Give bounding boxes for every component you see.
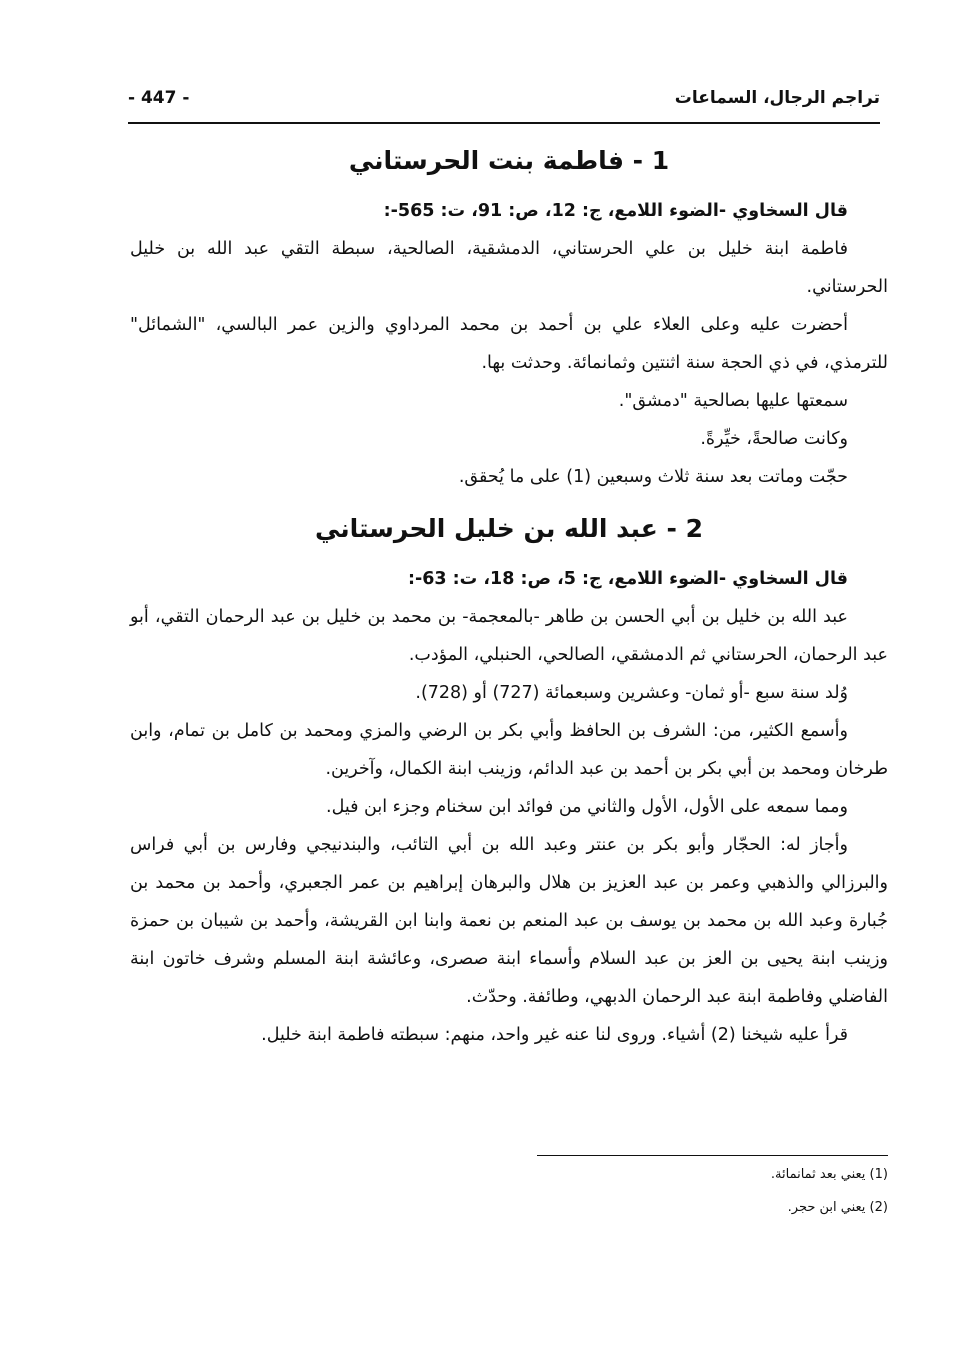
entry-2-paragraph: قرأ عليه شيخنا (2) أشياء. وروى لنا عنه غير واحد، منهم: سبطته فاطمة ابنة خليل. bbox=[261, 1025, 848, 1045]
header-rule bbox=[128, 122, 880, 124]
page-body bbox=[130, 128, 888, 1054]
entry-2-paragraph: وُلد سنة سبع -أو ثمان- وعشرين وسبعمائة (727) أو (728). bbox=[415, 683, 848, 703]
entry-2-paragraph: وأجاز له: الحجّار وأبو بكر بن عنتر وعبد الله بن أبي التائب، والبندنيجي وفارس بن أبي فراس والبرزالي والذهبي وعمر بن عبد العزيز بن هلال والبرهان إبراهيم بن عمر الجعبري، وأحمد بن محمد بن جُبارة وعبد الله بن محمد بن يوسف بن عبد المنعم بن نعمة وابنا ابن القريشة، وأحمد بن شيبان بن حمزة وزينب ابنة يحيى بن العز بن عبد السلام وأسماء ابنة صصرى، وعائشة ابنة المسلم وشرف خاتون ابنة الفاضلي وفاطمة ابنة عبد الرحمان الدبهي، وطائفة. وحدّث. bbox=[130, 835, 888, 1007]
footnote-1: (1) يعني بعد ثمانمائة. bbox=[770, 1167, 888, 1182]
page-number: - 447 - bbox=[128, 88, 190, 108]
footnote-2: (2) يعني ابن حجر. bbox=[787, 1200, 888, 1215]
entry-1-paragraph: حجّت وماتت بعد سنة ثلاث وسبعين (1) على ما يُحقق. bbox=[458, 467, 848, 487]
entry-1-paragraph: سمعتها عليها بصالحية "دمشق". bbox=[618, 391, 848, 411]
entry-1-source: قال السخاوي -الضوء اللامع، ج: 12، ص: 91، ت: 565-: bbox=[383, 201, 848, 221]
entry-1-paragraph: أحضرت عليه وعلى العلاء علي بن أحمد بن محمد المرداوي والزين عمر البالسي، "الشمائل" للترمذي، في ذي الحجة سنة اثنتين وثمانمائة. وحدثت بها. bbox=[130, 315, 888, 373]
entry-2-title: 2 - عبد الله بن خليل الحرستاني bbox=[314, 514, 704, 543]
entry-2-paragraph: وأسمع الكثير، من: الشرف بن الحافظ وأبي بكر بن الرضي والمزي ومحمد بن كامل بن تمام، وابن طرخان ومحمد بن أبي بكر بن أحمد بن عبد الدائم، وزينب ابنة الكمال، وآخرين. bbox=[130, 721, 888, 779]
entry-1-title: 1 - فاطمة بنت الحرستاني bbox=[348, 146, 670, 175]
entry-2-source: قال السخاوي -الضوء اللامع، ج: 5، ص: 18، ت: 63-: bbox=[407, 569, 848, 589]
page-header bbox=[128, 84, 880, 118]
entry-2-paragraph: ومما سمعه على الأول، الأول والثاني من فوائد ابن سخنام وجزء ابن فيل. bbox=[326, 797, 848, 817]
running-title: تراجم الرجال، السماعات bbox=[674, 88, 880, 108]
entry-2-paragraph: عبد الله بن خليل بن أبي الحسن بن طاهر -بالمعجمة- بن محمد بن خليل بن عبد الرحمان التقي، أبو عبد الرحمان، الحرستاني ثم الدمشقي، الصالحي، الحنبلي، المؤدب. bbox=[130, 607, 888, 665]
footnote-rule bbox=[537, 1155, 888, 1156]
footnotes bbox=[537, 1158, 888, 1224]
entry-1-paragraph: وكانت صالحةً، خيِّرةً. bbox=[700, 429, 848, 449]
entry-1-paragraph: فاطمة ابنة خليل بن علي الحرستاني، الدمشقية، الصالحية، سبطة التقي عبد الله بن خليل الحرستاني. bbox=[130, 239, 888, 297]
